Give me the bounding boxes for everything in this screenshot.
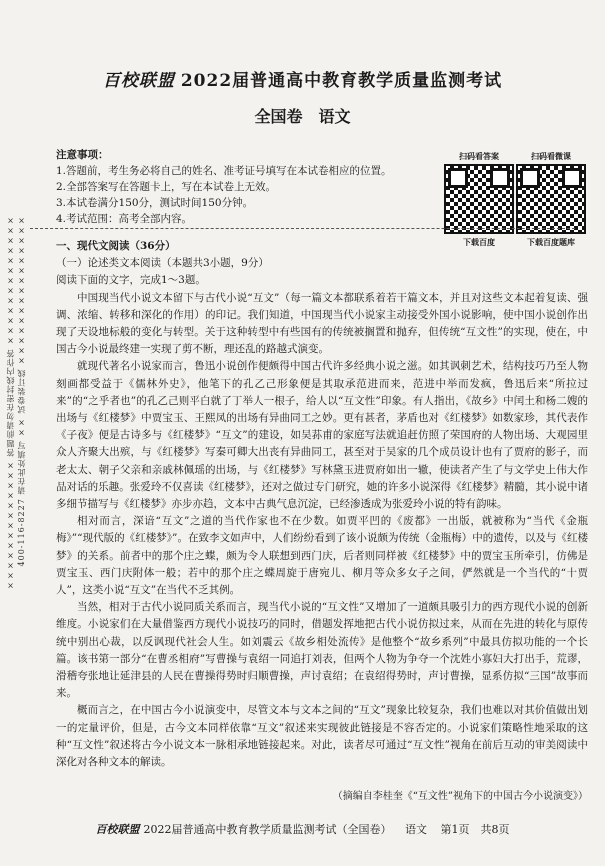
exam-title-text: 2022届普通高中教育教学质量监测考试 [180, 71, 503, 91]
exam-header [0, 66, 605, 91]
qr-code-icon[interactable] [444, 164, 514, 234]
subsection-heading: （一）论述类文本阅读（本题共3小题，9分） [56, 257, 269, 270]
footer-brand: 百校联盟 [95, 823, 140, 836]
notice-item: 2.全部答案写在答题卡上，写在本试卷上无效。 [56, 181, 277, 193]
paper-type: 全国卷 [254, 107, 303, 126]
qr-block-lessons [516, 150, 586, 248]
section-heading: 一、现代文阅读（36分） [56, 240, 176, 252]
page-footer [0, 821, 605, 837]
exam-subtitle [0, 104, 605, 127]
notice-block [56, 147, 446, 227]
exam-title [0, 66, 605, 91]
page-number: 第1页 共8页 [440, 823, 510, 836]
instruction: 阅读下面的文字，完成1～3题。 [56, 274, 206, 287]
footer-subject: 语文 [405, 823, 427, 836]
paragraph: 相对而言，深谙“互文”之道的当代作家也不在少数。如贾平凹的《废都》一出版，就被称为“当代《金瓶梅》”“现代版的《红楼梦》”。在致李文如声中，人们纷纷看到了该小说颇为传统（金瓶梅）中的遗传，以及与《红楼梦》的关系。前者中的那个庄之蝶，颇为令人联想到西门庆，后者则同样被《红楼梦》中的贾宝玉所牵引，仿佛是贾宝玉、西门庆附体一般；若中的那个庄之蝶周旋于唐宛儿、柳月等众多女子之间，俨然就是一个当代的“十贾人”，这类小说“互文”在当代不乏其例。 [56, 515, 588, 597]
margin-text-right: 400-116-8227 请在此处填写 ×× 试卷装订线 ××××××××××××××× [17, 215, 26, 567]
qr-block-answers [444, 150, 514, 248]
footer-title: 2022届普通高中教育教学质量监测考试（全国卷） [143, 823, 392, 836]
notice-item: 4.考试范围：高考全部内容。 [56, 213, 193, 225]
qr-title: 扫码看答案 [459, 151, 499, 161]
qr-code-icon[interactable] [516, 164, 586, 234]
margin-text-left: ××××××××××××× 答题前请勿在密封线内作答 ××××××××××××× [6, 215, 15, 591]
notice-heading: 注意事项： [56, 149, 109, 161]
paragraph: 概而言之，在中国古今小说演变中，尽管文本与文本之间的“互文”现象比较复杂，我们也难以对其价值做出划一的定量评价，但是，古今文本同样依靠“互文”叙述来实现彼此链接是不容否定的。小说家们策略性地采取的这种“互文性”叙述将古今小说文本一脉相承地链接起来。对此，读者尽可通过“互文性”视角在前后互动的审美阅读中深化对各种文本的解读。 [56, 704, 588, 769]
divider [30, 228, 575, 229]
source-citation: （摘编自李桂奎《“互文性”视角下的中国古今小说演变》） [332, 791, 588, 802]
binding-margin [0, 215, 26, 845]
reading-section [56, 238, 588, 771]
notice-item: 3.本试卷满分150分，测试时间150分钟。 [56, 197, 254, 209]
subject-name: 语文 [318, 107, 351, 126]
paragraph: 中国现当代小说文本留下与古代小说“互文”（每一篇文本都联系着若干篇文本，并且对这些文本起着复读、强调、浓缩、转移和深化的作用）的印记。我们知道，中国现当代小说家主动接受外国小说影响，使中国小说创作出现了天设地标般的变化与转型。关于这种转型中有些国有的传统被搁置和抛弃，但传统“互文性”的实现，使在，中国古今小说最终建一实现了剪不断，理还乱的路越式演变。 [56, 291, 588, 356]
notice-item: 1.答题前，考生务必将自己的姓名、准考证号填写在本试卷相应的位置。 [56, 165, 392, 177]
paragraph: 就现代著名小说家而言，鲁迅小说创作便颇得中国古代许多经典小说之滋。如其讽刺艺术，结构技巧乃至人物刻画都受益于《儒林外史》，他笔下的孔乙己形象便是其取承范进而来，范进中举而发疯，鲁迅后来“所拉过来”的“之乎者也”的孔乙己则平白就了丁举人一根子，给人以“互文性”印象。有人指出，《故乡》中闰土和杨二嫂的出场与《红楼梦》中贾宝玉、王熙凤的出场有异曲同工之妙。更有甚者，茅盾也对《红楼梦》如数家珍，其代表作《子夜》便是古诗多与《红楼梦》“互文”的建设，如吴荪甫的家庭写法就追赶仿照了荣国府的人物出场、大观园里众人齐聚大出殡，与《红楼梦》写秦可卿大出丧有异曲同工，甚至对于吴家的几个成员设计也有了贾府的影子，而老太太、朝子父亲和亲戚林佩瑶的出场，与《红楼梦》写林黛玉进贾府如出一辙，使读者产生了与文学史上伟大作品对话的乐趣。张爱玲不仅喜读《红楼梦》，还对之做过专门研究，她的许多小说深得《红楼梦》精髓，其小说中诸多细节描写与《红楼梦》亦步亦趋，文本中古典气息沉淀，已经渗透成为张爱玲小说的特有韵味。 [56, 360, 588, 511]
qr-foot: 下载百度题库 [527, 237, 575, 247]
paragraph: 当然，相对于古代小说同质关系而言，现当代小说的“互文性”又增加了一道颇具吸引力的西方现代小说的创新维度。小说家们在大量借鉴西方现代小说技巧的同时，借题发挥地把古代小说仿拟过来，从而在先进的转化与原传统中别出心裁，以反讽现代社会人生。如刘震云《故乡相处流传》是他整个“故乡系列”中最具仿拟功能的一个长篇。该书第一部分“在曹丞相府”写曹操与袁绍一同追打刘表，但两个人物为争夺一个沈姓小寡妇大打出手，荒谬，滑稽夸张地让延津县的人民在曹操得势时归顺曹操，声讨袁绍；在袁绍得势时，声讨曹操，显系仿拟“三国”故事而来。 [56, 601, 588, 700]
brand-logo: 百校联盟 [102, 71, 175, 91]
qr-title: 扫码看微课 [531, 151, 571, 161]
qr-foot: 下载百度 [463, 237, 495, 247]
